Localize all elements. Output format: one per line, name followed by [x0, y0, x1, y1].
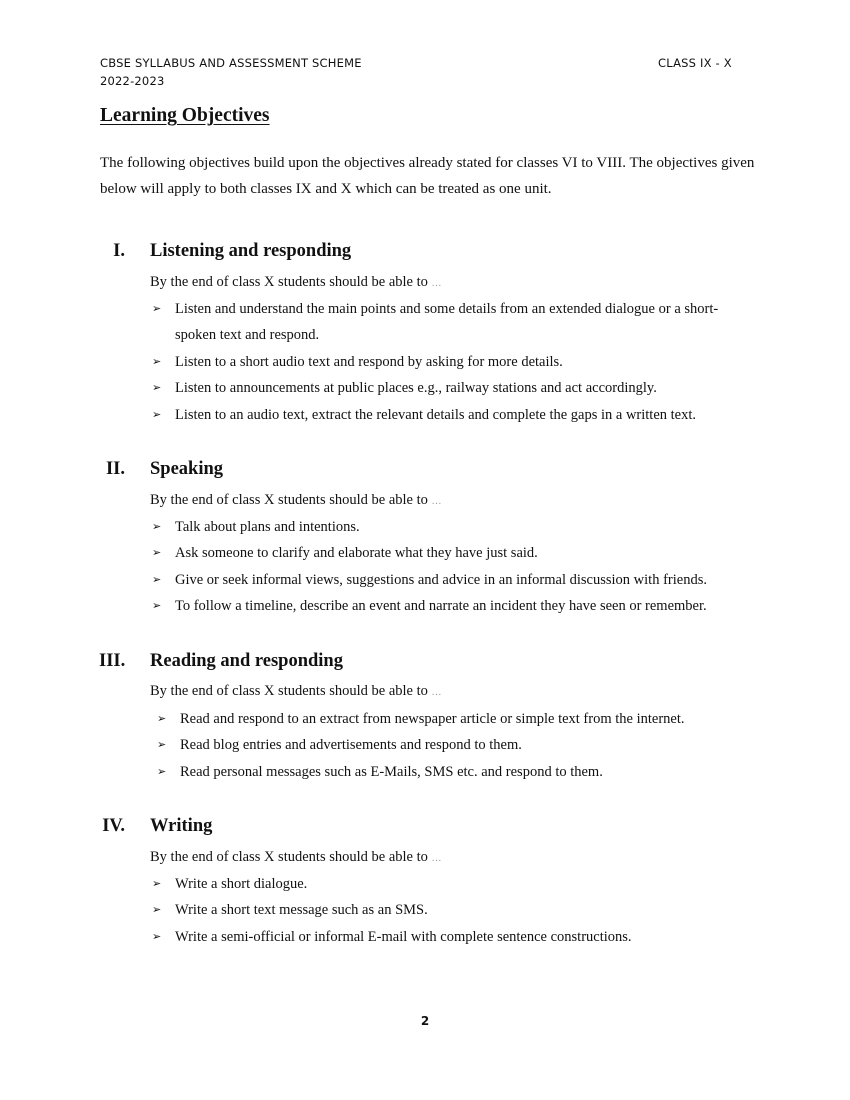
section-number: IV.: [102, 816, 125, 836]
header-class-range: CLASS IX - X: [658, 56, 732, 70]
list-item-text: Listen to an audio text, extract the relevant details and complete the gaps in a written text.: [175, 406, 697, 423]
list-item-text: Read and respond to an extract from newspaper article or simple text from the internet.: [180, 711, 685, 727]
lead-ellipsis: …: [431, 496, 443, 507]
page-title: Learning Objectives: [100, 105, 270, 126]
list-item-text: Write a short dialogue.: [175, 876, 308, 892]
arrow-bullet-icon: ➢: [152, 354, 162, 368]
list-item: [150, 402, 755, 428]
section-title-reading: Reading and responding: [150, 651, 343, 671]
list-item-text: Read blog entries and advertisements and respond to them.: [180, 737, 522, 754]
arrow-bullet-icon: ➢: [157, 764, 167, 778]
arrow-bullet-icon: ➢: [152, 302, 162, 315]
arrow-bullet-icon: ➢: [152, 381, 162, 395]
list-item-text: Write a semi-official or informal E-mail with complete sentence constructions.: [175, 928, 632, 945]
list-item-text: Ask someone to clarify and elaborate what they have just said.: [175, 545, 538, 562]
section-lead: [150, 683, 443, 700]
list-item-text: Give or seek informal views, suggestions and advice in an informal discussion with friends.: [175, 571, 707, 588]
objective-list-listening: [150, 296, 755, 428]
section-title-writing: Writing: [150, 816, 213, 836]
objective-list-speaking: [150, 514, 755, 620]
section-lead: [150, 492, 443, 509]
list-item-text: Listen to announcements at public places e.g., railway stations and act accordingly.: [175, 380, 657, 397]
arrow-bullet-icon: ➢: [152, 929, 162, 943]
section-title-speaking: Speaking: [150, 459, 224, 479]
list-item: [150, 871, 755, 897]
section-lead: [150, 274, 443, 291]
section-lead: [150, 849, 443, 866]
section-number: II.: [105, 459, 125, 479]
list-item: [150, 897, 755, 923]
lead-text: By the end of class X students should be able to: [150, 274, 428, 290]
list-item-text: Listen to a short audio text and respond by asking for more details.: [175, 353, 563, 370]
header-year: 2022-2023: [100, 74, 165, 88]
objective-list-writing: [150, 871, 755, 950]
lead-ellipsis: …: [431, 278, 443, 289]
lead-text: By the end of class X students should be able to: [150, 683, 428, 699]
section-number: III.: [99, 651, 126, 671]
list-item: [150, 706, 755, 732]
list-item-text: Read personal messages such as E-Mails, SMS etc. and respond to them.: [180, 763, 603, 780]
list-item: [150, 375, 755, 401]
list-item: [150, 759, 755, 785]
arrow-bullet-icon: ➢: [152, 903, 162, 917]
arrow-bullet-icon: ➢: [157, 738, 167, 752]
arrow-bullet-icon: ➢: [152, 546, 162, 560]
section-number: I.: [113, 241, 125, 261]
arrow-bullet-icon: ➢: [152, 572, 162, 586]
lead-text: By the end of class X students should be able to: [150, 849, 428, 865]
running-header-left: [100, 54, 362, 90]
arrow-bullet-icon: ➢: [152, 407, 162, 421]
lead-text: By the end of class X students should be able to: [150, 492, 428, 508]
list-item-text: Listen and understand the main points and some details from an extended dialogue or a short-spoken text and respond.: [175, 301, 719, 344]
list-item-text: To follow a timeline, describe an event and narrate an incident they have seen or remember.: [175, 598, 707, 615]
list-item: [150, 593, 755, 619]
list-item-text: Write a short text message such as an SMS.: [175, 902, 428, 919]
header-syllabus-title: CBSE SYLLABUS AND ASSESSMENT SCHEME: [100, 56, 362, 70]
arrow-bullet-icon: ➢: [152, 599, 162, 613]
arrow-bullet-icon: ➢: [152, 520, 162, 533]
page-number: 2: [420, 1014, 430, 1028]
lead-ellipsis: …: [431, 687, 443, 698]
list-item: [150, 540, 755, 566]
arrow-bullet-icon: ➢: [152, 877, 162, 890]
section-title-listening: Listening and responding: [150, 241, 352, 261]
list-item: [150, 567, 755, 593]
list-item: [150, 732, 755, 758]
list-item: [150, 296, 755, 349]
intro-paragraph: The following objectives build upon the objectives already stated for classes VI to VIII. The objectives given below will apply to both classes IX and X which can be treated as one unit.: [100, 155, 755, 197]
arrow-bullet-icon: ➢: [157, 712, 167, 725]
list-item: [150, 349, 755, 375]
objective-list-reading: [150, 706, 755, 785]
list-item: [150, 924, 755, 950]
lead-ellipsis: …: [431, 853, 443, 864]
list-item-text: Talk about plans and intentions.: [175, 519, 360, 535]
list-item: [150, 514, 755, 540]
